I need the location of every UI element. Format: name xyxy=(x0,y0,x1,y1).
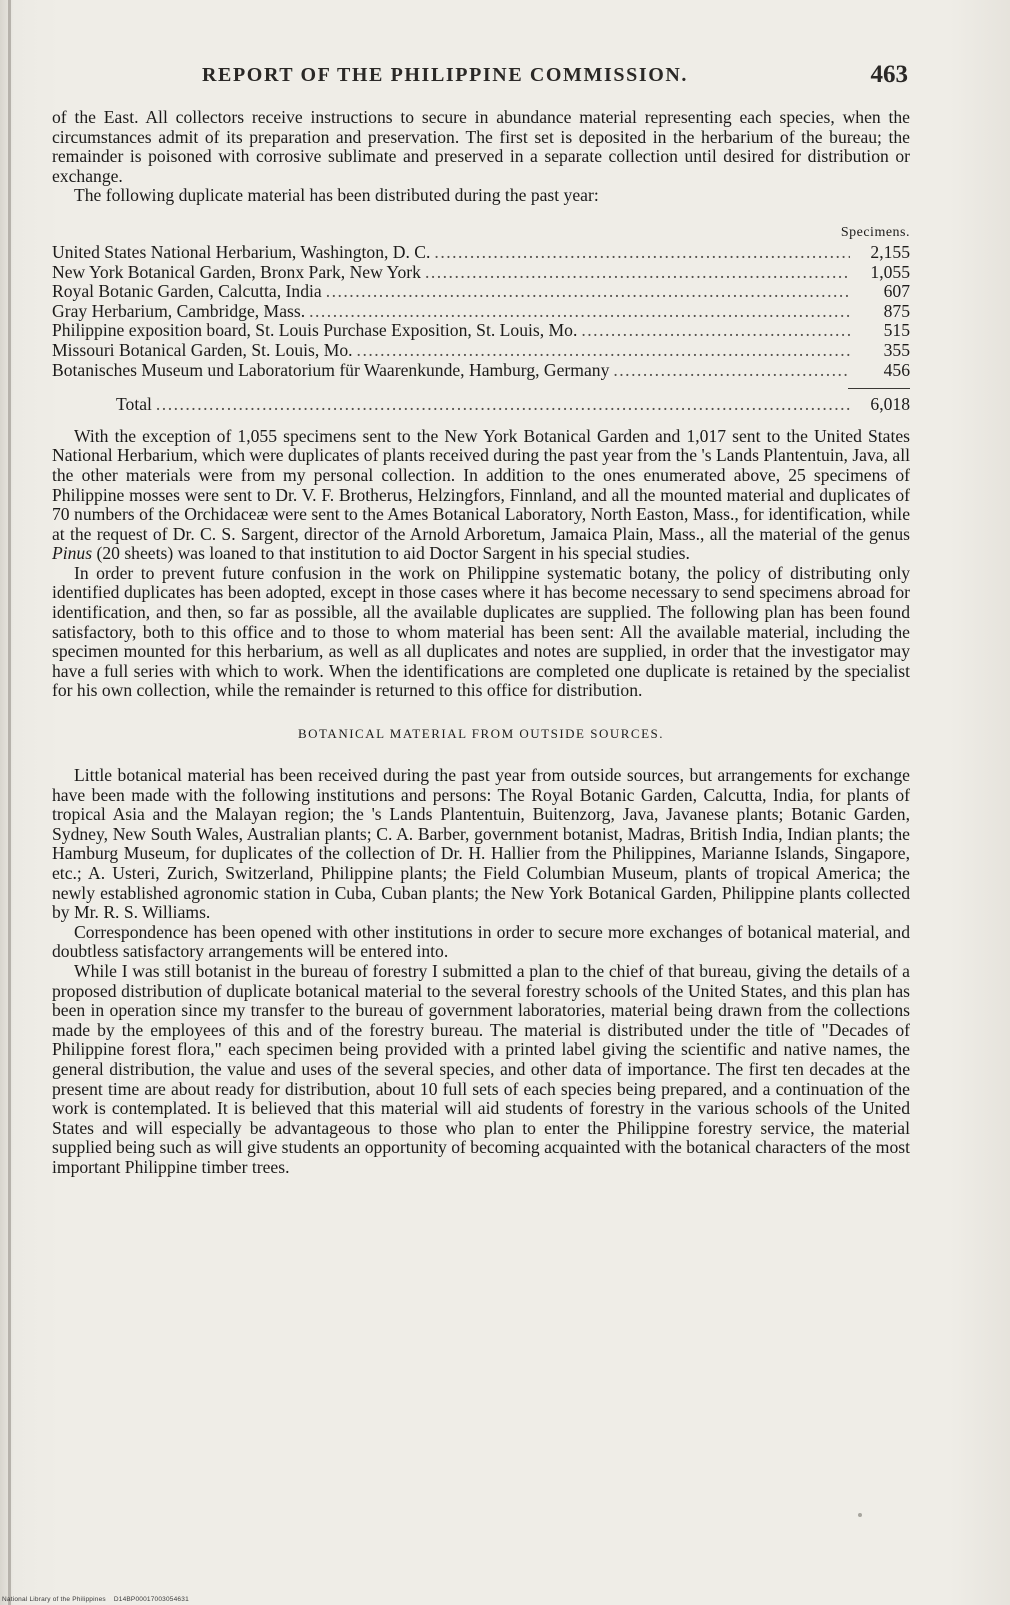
page-header xyxy=(52,61,910,98)
institution-name: Royal Botanic Garden, Calcutta, India xyxy=(52,281,322,302)
specimen-count: 1,055 xyxy=(870,261,910,282)
section-heading: BOTANICAL MATERIAL FROM OUTSIDE SOURCES. xyxy=(297,726,665,742)
specimen-count: 875 xyxy=(883,300,910,321)
table-row xyxy=(52,282,910,302)
total-row xyxy=(52,395,910,415)
exceptions-text: With the exception of 1,055 specimens sent to the New York Botanical Garden and 1,017 sent to the United States National Herbarium, which were duplicates of plants received during the past year from the 's Lands Plantentuin, Java, all the other materials were from my personal collection. In addition to the ones enumerated above, 25 specimens of Philippine mosses were sent to Dr. V. F. Brotherus, Helzingfors, Finnland, and all the mounted material and duplicates of 70 numbers of the Orchidaceæ were sent to the Ames Botanical Laboratory, North Easton, Mass., for identification, while at the request of Dr. C. S. Sargent, director of the Arnold Arboretum, Jamaica Plain, Mass., all the material of the genus xyxy=(52,425,910,544)
table-row xyxy=(52,243,910,263)
scan-footer xyxy=(2,1596,189,1603)
genus-name: Pinus xyxy=(52,543,93,564)
table-row xyxy=(52,263,910,283)
dot-leader xyxy=(425,263,850,283)
body-text xyxy=(52,108,910,1178)
dot-leader xyxy=(434,243,850,263)
paragraph-correspondence: Correspondence has been opened with other institutions in order to secure more exchanges of botanical material, and doubtless satisfactory arrangements will be entered into. xyxy=(52,921,910,962)
specimens-column-header: Specimens. xyxy=(840,224,910,240)
specimen-count: 515 xyxy=(883,320,910,341)
table-row xyxy=(52,321,910,341)
institution-name: Botanisches Museum und Laboratorium für Waarenkunde, Hamburg, Germany xyxy=(52,359,610,380)
dot-leader xyxy=(613,361,850,381)
library-credit: National Library of the Philippines xyxy=(2,1596,106,1603)
dot-leader xyxy=(581,321,850,341)
paragraph-decades: While I was still botanist in the bureau of forestry I submitted a plan to the chief of that bureau, giving the details of a proposed distribution of duplicate botanical material to the several forestry schools of the United States, and this plan has been in operation since my transfer to the bureau of government laboratories, material being drawn from the collections made by the employees of this and of the forestry bureau. The material is distributed under the title of "Decades of Philippine forest flora," each specimen being provided with a printed label giving the scientific and native names, the general distribution, the value and uses of the several species, and other data of importance. The first ten decades at the present time are about ready for distribution, about 10 full sets of each species being prepared, and a continuation of the work is contemplated. It is believed that this material will aid students of forestry in the various schools of the United States and will especially be advantageous to those who plan to enter the Philippine forestry service, the material supplied being such as will give students an opportunity of becoming acquainted with the botanical characters of the most important Philippine timber trees. xyxy=(52,960,910,1177)
paragraph-distribution-intro: The following duplicate material has been distributed during the past year: xyxy=(74,185,599,206)
exceptions-text-end: (20 sheets) was loaned to that institution to aid Doctor Sargent in his special studies. xyxy=(96,543,690,564)
table-row xyxy=(52,302,910,322)
specimen-count: 456 xyxy=(883,359,910,380)
total-rule xyxy=(848,388,910,393)
total-value: 6,018 xyxy=(870,394,910,415)
paragraph-continuation: of the East. All collectors receive instructions to secure in abundance material representing each species, when the circumstances admit of its preparation and preservation. The first set is deposited in the herbarium of the bureau; the remainder is poisoned with corrosive sublimate and preserved in a separate collection until desired for distribution or exchange. xyxy=(52,107,910,186)
dot-leader xyxy=(357,341,850,361)
specimen-count: 607 xyxy=(883,281,910,302)
dot-leader xyxy=(326,282,850,302)
institution-name: Missouri Botanical Garden, St. Louis, Mo. xyxy=(52,339,353,360)
paragraph-exchange: Little botanical material has been received during the past year from outside sources, but arrangements for exchange have been made with the following institutions and persons: The Royal Botanic Garden, Calcutta, India, for plants of tropical Asia and the Malayan region; the 's Lands Plantentuin, Buitenzorg, Java, Javanese plants; Botanic Garden, Sydney, New South Wales, Australian plants; C. A. Barber, government botanist, Madras, British India, Indian plants; the Hamburg Museum, for duplicates of the collection of Dr. H. Hallier from the Philippines, Marianne Islands, Singapore, etc.; A. Usteri, Zurich, Switzerland, Philippine plants; the Field Columbian Museum, plants of tropical America; the newly established agronomic station in Cuba, Cuban plants; the New York Botanical Garden, Philippine plants collected by Mr. R. S. Williams. xyxy=(52,765,910,923)
institution-name: New York Botanical Garden, Bronx Park, New York xyxy=(52,261,421,282)
institution-name: Gray Herbarium, Cambridge, Mass. xyxy=(52,300,306,321)
call-number: D14BP00017003054631 xyxy=(113,1596,189,1603)
dot-leader xyxy=(309,302,850,322)
table-row xyxy=(52,341,910,361)
specimen-count: 2,155 xyxy=(870,241,910,262)
specimen-count: 355 xyxy=(883,339,910,360)
institution-name: United States National Herbarium, Washington, D. C. xyxy=(52,241,431,262)
distribution-table xyxy=(52,224,910,415)
dot-leader xyxy=(156,395,850,415)
total-label: Total xyxy=(116,394,152,415)
paragraph-policy: In order to prevent future confusion in the work on Philippine systematic botany, the policy of distributing only identified duplicates has been adopted, except in those cases where it has become necessary to send specimens abroad for identification, and then, so far as possible, all the available duplicates are supplied. The following plan has been found satisfactory, both to this office and to those to whom material has been sent: All the available material, including the specimen mounted for this herbarium, as well as all duplicates and notes are supplied, in order that the investigator may have a full series with which to work. When the identifications are completed one duplicate is retained by the specialist for his own collection, while the remainder is returned to this office for distribution. xyxy=(52,562,910,701)
table-row xyxy=(52,361,910,381)
scan-speck xyxy=(858,1513,862,1517)
page-number: 463 xyxy=(870,61,908,88)
institution-name: Philippine exposition board, St. Louis Purchase Exposition, St. Louis, Mo. xyxy=(52,320,578,341)
running-head: REPORT OF THE PHILIPPINE COMMISSION. xyxy=(202,64,689,86)
page-spine-shadow xyxy=(8,0,11,1605)
paragraph-exceptions xyxy=(52,427,910,564)
